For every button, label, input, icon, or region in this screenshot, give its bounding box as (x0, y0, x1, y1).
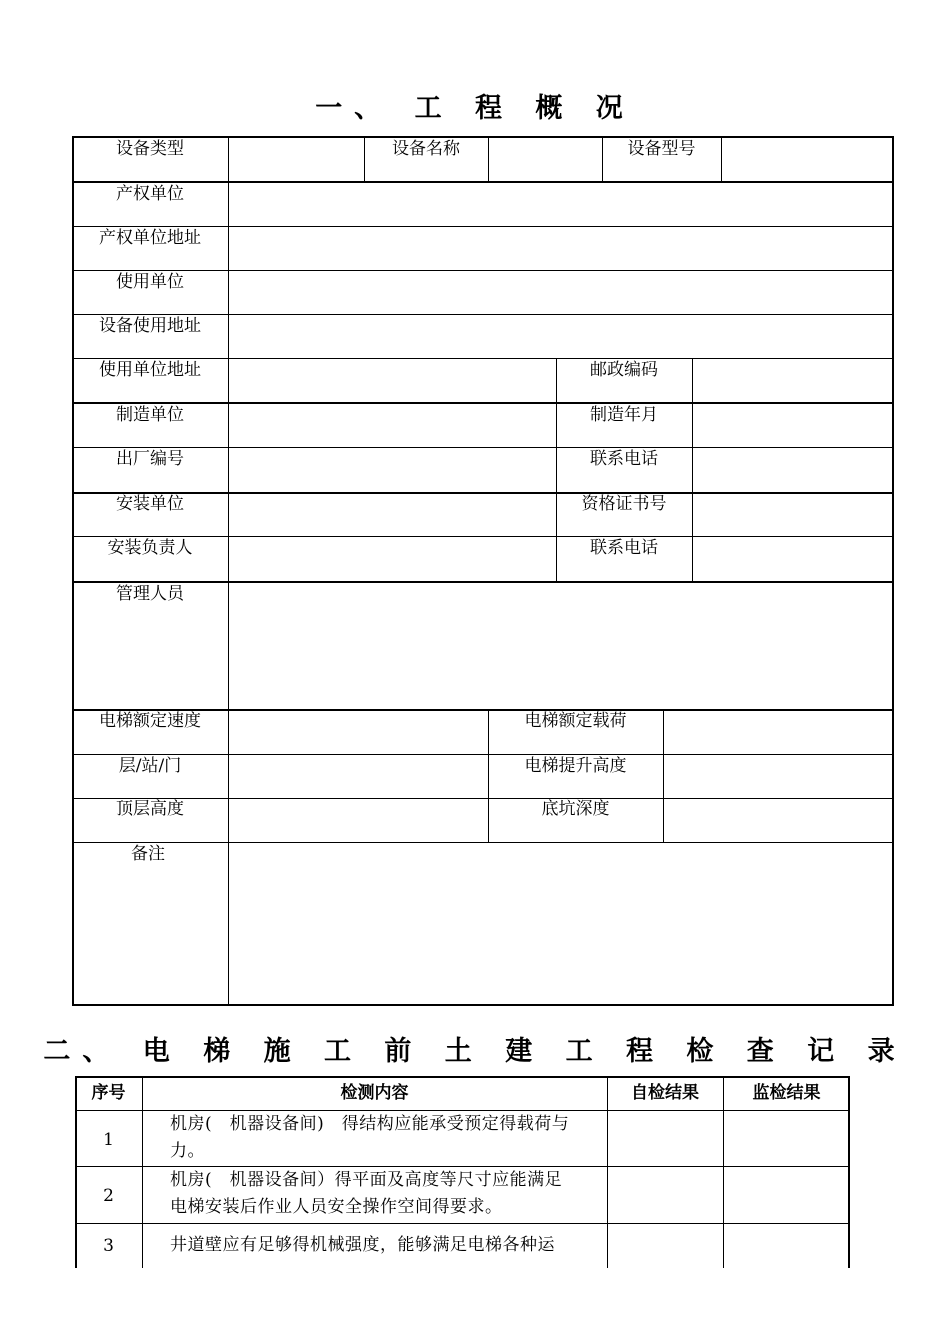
civil-works-inspection-table (75, 1076, 850, 1268)
header-number: 序号 (91, 1083, 126, 1103)
label-property-unit: 产权单位 (116, 184, 184, 204)
form1-border (72, 136, 894, 1006)
row-divider (72, 270, 894, 271)
label-installation-manager: 安装负责人 (107, 538, 193, 558)
label-management-staff: 管理人员 (116, 584, 184, 604)
label-user-unit-address: 使用单位地址 (99, 360, 201, 380)
column-divider (721, 136, 722, 181)
row-content-line: 力。 (170, 1141, 205, 1161)
row-divider (72, 842, 894, 843)
row-number: 1 (103, 1130, 114, 1150)
row-divider (72, 226, 894, 227)
column-divider (663, 709, 664, 842)
column-divider (692, 358, 693, 581)
label-equipment-name: 设备名称 (392, 139, 460, 159)
label-rated-load: 电梯额定载荷 (524, 711, 627, 731)
row-number: 3 (103, 1236, 114, 1256)
column-divider (488, 136, 489, 181)
label-manufacture-date: 制造年月 (590, 405, 658, 425)
label-user-unit: 使用单位 (116, 272, 184, 292)
row-divider (72, 581, 894, 583)
label-equipment-type: 设备类型 (116, 139, 184, 159)
label-contact-phone: 联系电话 (590, 449, 658, 469)
row-content-line: 井道壁应有足够得机械强度，能够满足电梯各种运 (170, 1235, 555, 1255)
label-manufacturer: 制造单位 (116, 405, 184, 425)
row-divider (72, 358, 894, 359)
section2-title: 二、 电 梯 施 工 前 土 建 工 程 检 查 记 录 (43, 1036, 907, 1067)
label-floors-stations-doors: 层/站/门 (118, 756, 182, 776)
row-divider (72, 181, 894, 183)
column-divider (228, 136, 229, 1006)
label-contact-phone: 联系电话 (590, 538, 658, 558)
row-divider (72, 314, 894, 315)
header-content: 检测内容 (340, 1083, 409, 1103)
header-supervision-check: 监检结果 (752, 1083, 821, 1103)
header-self-check: 自检结果 (631, 1083, 699, 1103)
label-rated-speed: 电梯额定速度 (99, 711, 201, 731)
column-divider (723, 1076, 724, 1268)
row-content-line: 电梯安装后作业人员安全操作空间得要求。 (170, 1197, 503, 1217)
section1-title: 一、 工 程 概 况 (315, 93, 635, 124)
row-number: 2 (103, 1186, 114, 1206)
column-divider (607, 1076, 608, 1268)
row-divider (72, 447, 894, 448)
label-remarks: 备注 (131, 844, 165, 864)
label-factory-number: 出厂编号 (116, 449, 184, 469)
label-equipment-model: 设备型号 (627, 139, 696, 159)
row-content-line: 机房( 机器设备间) 得结构应能承受预定得载荷与 (170, 1114, 570, 1134)
row-divider (72, 402, 894, 404)
label-postal-code: 邮政编码 (590, 360, 658, 380)
row-divider (75, 1223, 850, 1224)
label-pit-depth: 底坑深度 (541, 799, 610, 819)
label-equipment-use-address: 设备使用地址 (99, 316, 201, 336)
project-overview-form (72, 136, 894, 1006)
label-lift-height: 电梯提升高度 (524, 756, 627, 776)
row-divider (72, 754, 894, 755)
column-divider (142, 1076, 143, 1268)
label-installer: 安装单位 (116, 494, 184, 514)
label-certificate-number: 资格证书号 (581, 494, 667, 514)
row-divider (72, 536, 894, 537)
label-property-unit-address: 产权单位地址 (99, 228, 201, 248)
row-content-line: 机房( 机器设备间）得平面及高度等尺寸应能满足 (170, 1170, 563, 1190)
label-top-floor-height: 顶层高度 (116, 799, 184, 819)
